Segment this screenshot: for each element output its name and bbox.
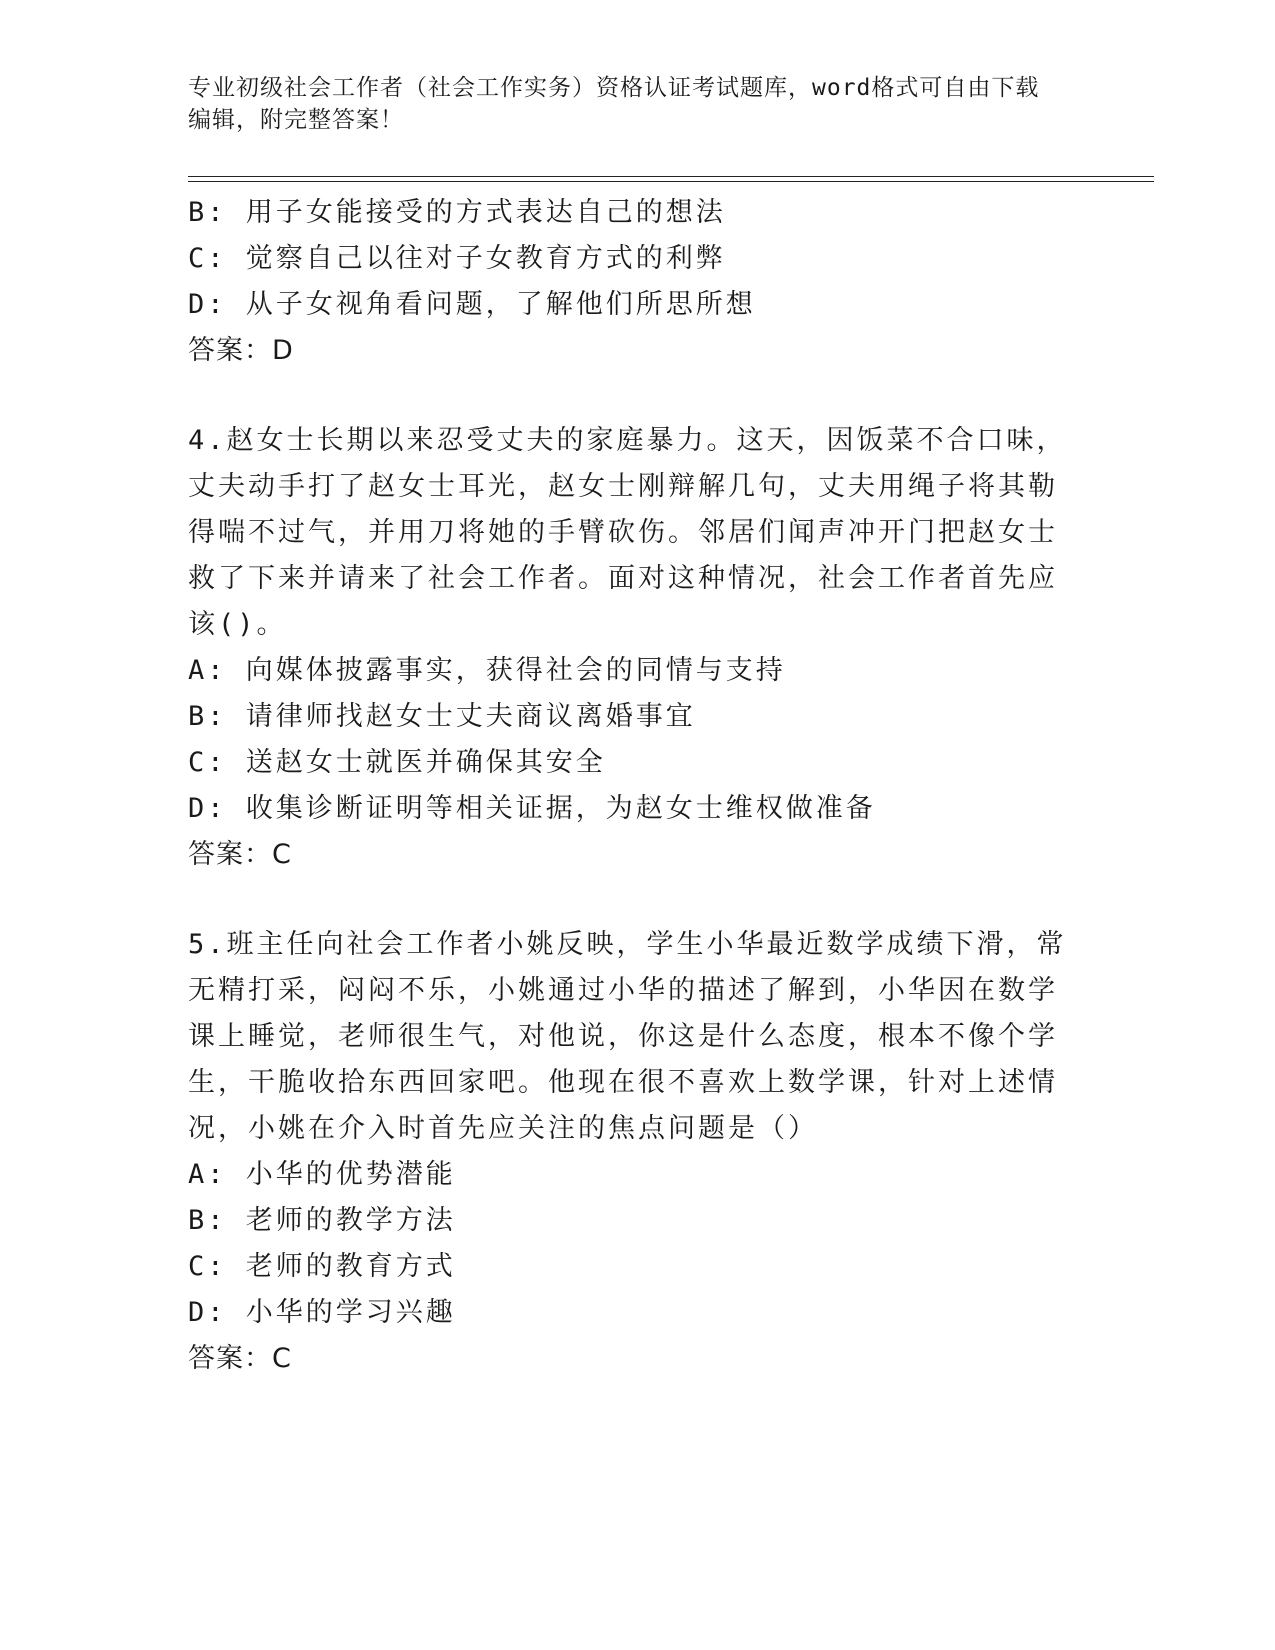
question-5-option-b: B: 老师的教学方法 bbox=[188, 1205, 456, 1236]
question-3-option-c: C: 觉察自己以往对子女教育方式的利弊 bbox=[188, 243, 726, 274]
question-3-option-d: D: 从子女视角看问题，了解他们所思所想 bbox=[188, 289, 756, 320]
question-5-option-d: D: 小华的学习兴趣 bbox=[188, 1297, 456, 1328]
question-4-option-b: B: 请律师找赵女士丈夫商议离婚事宜 bbox=[188, 701, 696, 732]
question-4-option-d: D: 收集诊断证明等相关证据，为赵女士维权做准备 bbox=[188, 793, 876, 824]
page-header bbox=[188, 72, 1088, 136]
question-4-answer: 答案：C bbox=[188, 839, 292, 870]
question-5-stem: 5.班主任向社会工作者小姚反映，学生小华最近数学成绩下滑，常无精打采，闷闷不乐，小姚通过小华的描述了解到，小华因在数学课上睡觉，老师很生气，对他说，你这是什么态度，根本不像个学生，干脆收拾东西回家吧。他现在很不喜欢上数学课，针对上述情况，小姚在介入时首先应关注的焦点问题是（） bbox=[188, 929, 1067, 1144]
question-5-block bbox=[188, 922, 1068, 1382]
header-divider-top bbox=[188, 176, 1154, 177]
spacer bbox=[188, 878, 1068, 922]
question-5-answer: 答案：C bbox=[188, 1343, 292, 1374]
question-4-option-a: A: 向媒体披露事实，获得社会的同情与支持 bbox=[188, 655, 786, 686]
question-4-stem: 4.赵女士长期以来忍受丈夫的家庭暴力。这天，因饭菜不合口味，丈夫动手打了赵女士耳光，赵女士刚辩解几句，丈夫用绳子将其勒得喘不过气，并用刀将她的手臂砍伤。邻居们闻声冲开门把赵女士救了下来并请来了社会工作者。面对这种情况，社会工作者首先应该()。 bbox=[188, 425, 1067, 640]
question-3-block bbox=[188, 190, 1068, 374]
header-divider-bottom bbox=[188, 181, 1154, 182]
question-5-option-a: A: 小华的优势潜能 bbox=[188, 1159, 456, 1190]
question-3-answer: 答案：D bbox=[188, 335, 294, 366]
header-title-line-1: 专业初级社会工作者（社会工作实务）资格认证考试题库，word格式可自由下载 bbox=[188, 75, 1040, 101]
header-title-line-2: 编辑，附完整答案！ bbox=[188, 107, 404, 133]
question-5-option-c: C: 老师的教育方式 bbox=[188, 1251, 456, 1282]
question-4-block bbox=[188, 418, 1068, 878]
spacer bbox=[188, 374, 1068, 418]
question-4-option-c: C: 送赵女士就医并确保其安全 bbox=[188, 747, 606, 778]
question-3-option-b: B: 用子女能接受的方式表达自己的想法 bbox=[188, 197, 726, 228]
question-content bbox=[188, 190, 1068, 1382]
